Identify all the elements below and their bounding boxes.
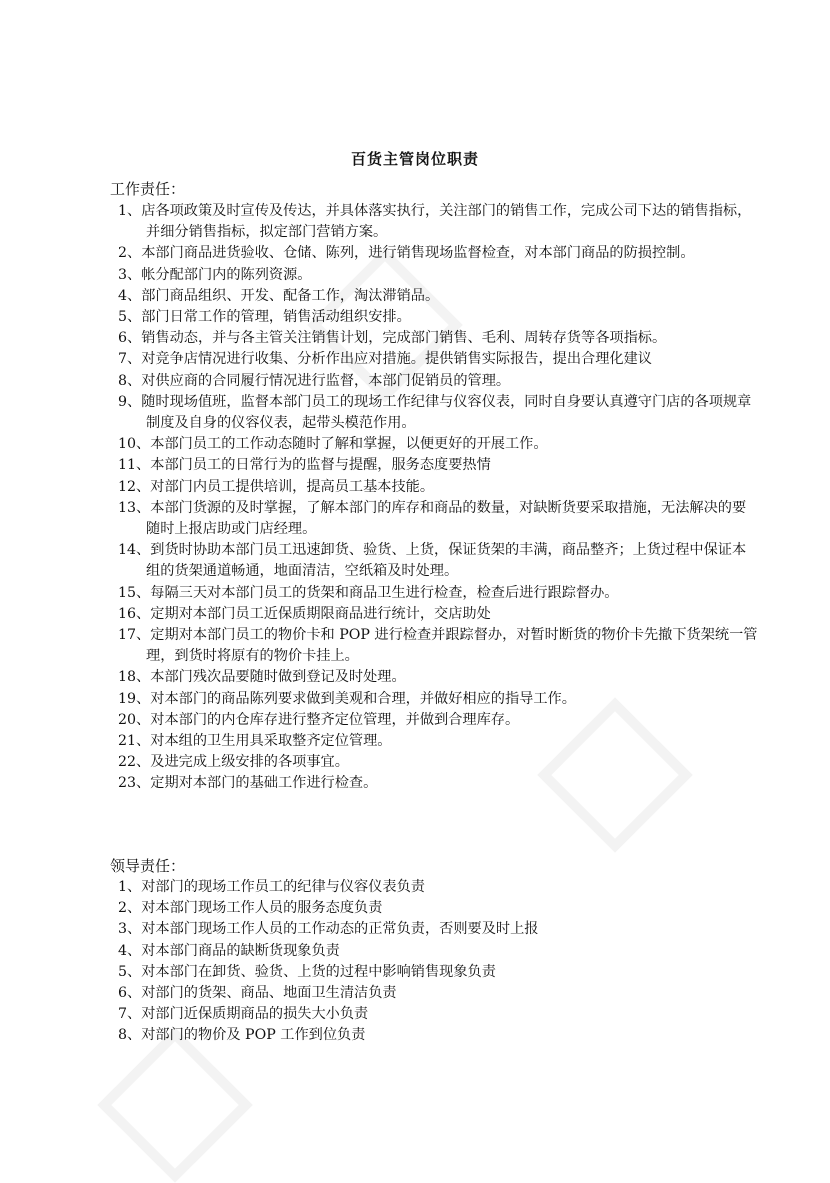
item-number: 15、	[118, 584, 151, 601]
lead-responsibility-list	[118, 877, 758, 1047]
document-title: 百货主管岗位职责	[350, 150, 479, 168]
list-item	[118, 349, 758, 370]
item-text: 对部门的现场工作员工的纪律与仪容仪表负责	[141, 879, 425, 895]
item-number: 21、	[118, 733, 151, 750]
list-item	[118, 455, 758, 476]
item-number: 10、	[118, 436, 151, 453]
list-item	[118, 477, 758, 498]
item-number: 22、	[118, 754, 151, 771]
list-item	[118, 877, 758, 898]
item-number: 23、	[118, 775, 151, 792]
item-text: 每隔三天对本部门员工的货架和商品卫生进行检查，检查后进行跟踪督办。	[150, 584, 619, 601]
list-item	[118, 371, 758, 392]
item-text: 帐分配部门内的陈列资源。	[141, 266, 312, 283]
item-number: 1、	[118, 203, 142, 219]
item-number: 17、	[118, 627, 151, 644]
item-number: 2、	[118, 245, 142, 262]
item-number: 11、	[118, 457, 151, 474]
item-text: 对本部门现场工作人员的服务态度负责	[141, 900, 383, 917]
item-text: 对供应商的合同履行情况进行监督，本部门促销员的管理。	[141, 372, 511, 389]
item-text: 本部门商品进货验收、仓储、陈列，进行销售现场监督检查，对本部门商品的防损控制。	[141, 245, 695, 262]
item-number: 8、	[118, 1027, 142, 1044]
item-number: 5、	[118, 309, 142, 326]
section-heading-work: 工作责任：	[110, 180, 186, 198]
item-number: 5、	[118, 963, 142, 980]
list-item	[118, 604, 758, 625]
list-item	[118, 1004, 758, 1025]
list-item	[118, 434, 758, 455]
item-number: 20、	[118, 711, 151, 728]
work-responsibility-list	[118, 201, 758, 795]
item-text: 对部门的物价及 POP 工作到位负责	[141, 1027, 366, 1044]
item-text: 对本组的卫生用具采取整齐定位管理。	[150, 733, 392, 750]
item-number: 1、	[118, 879, 142, 895]
list-item	[118, 498, 758, 540]
list-item	[118, 392, 758, 434]
item-number: 7、	[118, 1006, 142, 1023]
list-item	[118, 328, 758, 349]
item-text: 对本部门的内仓库存进行整齐定位管理，并做到合理库存。	[150, 711, 520, 728]
item-text: 对本部门的商品陈列要求做到美观和合理，并做好相应的指导工作。	[150, 690, 576, 707]
list-item	[118, 731, 758, 752]
list-item	[118, 752, 758, 773]
list-item	[118, 625, 758, 667]
item-text: 对竞争店情况进行收集、分析作出应对措施。提供销售实际报告，提出合理化建议	[141, 351, 652, 368]
item-number: 8、	[118, 372, 142, 389]
section-heading-lead: 领导责任：	[110, 857, 186, 875]
list-item	[118, 540, 758, 582]
item-text: 对部门近保质期商品的损失大小负责	[141, 1006, 369, 1023]
list-item	[118, 667, 758, 688]
item-number: 9、	[118, 393, 142, 410]
item-number: 3、	[118, 921, 142, 938]
item-number: 16、	[118, 605, 151, 622]
item-text: 店各项政策及时宣传及传达，并具体落实执行，关注部门的销售工作，完成公司下达的销售指标，并细分销售指标，拟定部门营销方案。	[141, 203, 752, 241]
item-text: 对本部门现场工作人员的工作动态的正常负责，否则要及时上报	[141, 921, 539, 938]
item-number: 4、	[118, 287, 142, 304]
item-number: 18、	[118, 669, 151, 686]
item-text: 本部门货源的及时掌握，了解本部门的库存和商品的数量，对缺断货要采取措施，无法解决的要随时上报店助或门店经理。	[146, 499, 747, 538]
item-number: 13、	[118, 499, 151, 516]
item-text: 部门日常工作的管理，销售活动组织安排。	[141, 309, 411, 326]
item-number: 2、	[118, 900, 142, 917]
item-text: 定期对本部门员工近保质期限商品进行统计，交店助处	[150, 605, 491, 622]
item-text: 定期对本部门员工的物价卡和 POP 进行检查并跟踪督办，对暂时断货的物价卡先撤下货架统一管理，到货时将原有的物价卡挂上。	[146, 627, 758, 665]
list-item	[118, 689, 758, 710]
list-item	[118, 243, 758, 264]
item-text: 到货时协助本部门员工迅速卸货、验货、上货，保证货架的丰满，商品整齐；上货过程中保证本组的货架通道畅通，地面清洁，空纸箱及时处理。	[146, 542, 747, 580]
list-item	[118, 286, 758, 307]
item-text: 本部门员工的工作动态随时了解和掌握，以便更好的开展工作。	[150, 436, 548, 453]
item-number: 7、	[118, 351, 142, 368]
list-item	[118, 773, 758, 794]
item-number: 6、	[118, 330, 142, 347]
item-number: 4、	[118, 942, 142, 959]
list-item	[118, 201, 758, 243]
item-text: 对部门内员工提供培训，提高员工基本技能。	[150, 478, 435, 495]
list-item	[118, 898, 758, 919]
item-number: 6、	[118, 985, 142, 1002]
item-text: 定期对本部门的基础工作进行检查。	[150, 775, 378, 792]
item-text: 对部门的货架、商品、地面卫生清洁负责	[141, 985, 397, 1002]
item-text: 本部门员工的日常行为的监督与提醒，服务态度要热情	[150, 457, 491, 474]
list-item	[118, 265, 758, 286]
list-item	[118, 941, 758, 962]
item-number: 14、	[118, 542, 151, 559]
list-item	[118, 307, 758, 328]
item-text: 及进完成上级安排的各项事宜。	[150, 754, 349, 771]
list-item	[118, 1025, 758, 1046]
item-text: 随时现场值班，监督本部门员工的现场工作纪律与仪容仪表，同时自身要认真遵守门店的各项规章制度及自身的仪容仪表，起带头模范作用。	[141, 393, 752, 432]
item-text: 部门商品组织、开发、配备工作，淘汰滞销品。	[141, 287, 440, 304]
list-item	[118, 962, 758, 983]
list-item	[118, 919, 758, 940]
item-number: 12、	[118, 478, 151, 495]
item-number: 19、	[118, 690, 151, 707]
watermark-shape	[97, 1027, 253, 1183]
list-item	[118, 710, 758, 731]
list-item	[118, 583, 758, 604]
item-number: 3、	[118, 266, 142, 283]
item-text: 对本部门在卸货、验货、上货的过程中影响销售现象负责	[141, 963, 496, 980]
list-item	[118, 983, 758, 1004]
item-text: 本部门残次品要随时做到登记及时处理。	[150, 669, 406, 686]
item-text: 对本部门商品的缺断货现象负责	[141, 942, 340, 959]
item-text: 销售动态，并与各主管关注销售计划，完成部门销售、毛利、周转存货等各项指标。	[141, 330, 667, 347]
